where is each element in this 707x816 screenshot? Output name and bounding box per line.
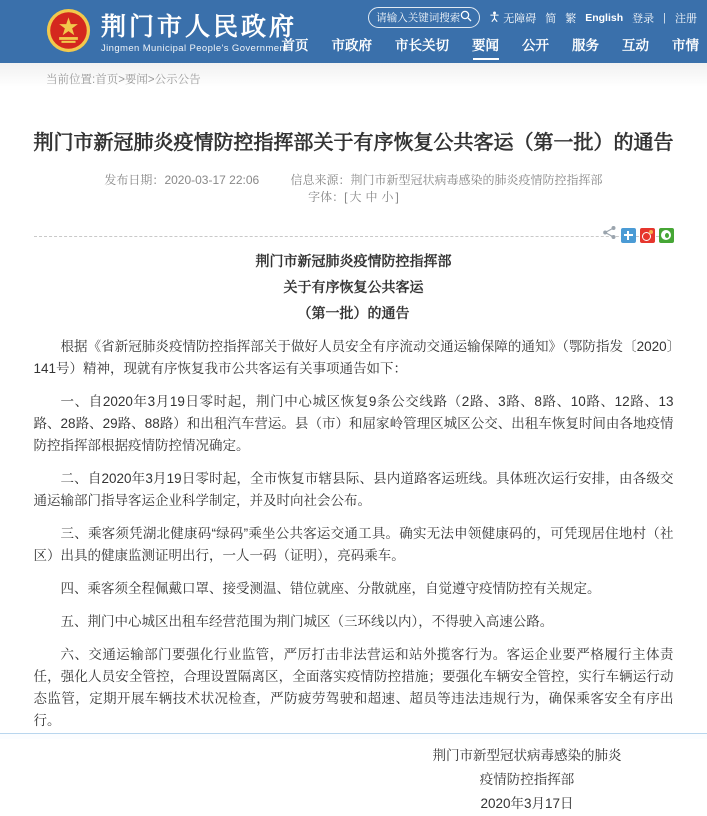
more-share-icon[interactable] (621, 228, 636, 243)
font-size-bracket-close: ] (395, 190, 399, 204)
dashed-divider (34, 219, 674, 237)
signature-date: 2020年3月17日 (480, 796, 574, 811)
document-heading-line: （第一批）的通告 (297, 305, 410, 321)
breadcrumb[interactable]: 当前位置:首页>要闻>公示公告 (46, 74, 201, 86)
info-source-label: 信息来源： (290, 173, 351, 187)
font-size-medium-button[interactable]: 中 (365, 190, 378, 204)
search-input[interactable] (376, 12, 460, 24)
article (34, 129, 674, 816)
paragraph-item-3: 三、乘客须凭湖北健康码“绿码”乘坐公共客运交通工具。确实无法申领健康码的，可凭现居住地村（社区）出具的健康监测证明出行，一人一码（证明），亮码乘车。 (33, 526, 674, 563)
nav-item-city-profile[interactable]: 市情 (672, 38, 699, 53)
share-icon[interactable] (602, 225, 617, 245)
header-utility-bar (368, 7, 697, 28)
nav-item-news[interactable]: 要闻 (472, 34, 499, 62)
footer-top-border (0, 733, 707, 739)
search-box[interactable] (368, 7, 480, 28)
paragraph-item-2: 二、自2020年3月19日零时起，全市恢复市辖县际、县内道路客运班线。具体班次运行安排，由各级交通运输部门指导客运企业科学制定，并及时向社会公布。 (33, 471, 674, 508)
site-name: 荆门市人民政府 (101, 12, 298, 41)
national-emblem-icon (46, 8, 91, 58)
accessibility-icon (489, 11, 500, 25)
signature-issuer-line: 疫情防控指挥部 (479, 772, 575, 787)
nav-item-city-government[interactable]: 市政府 (331, 38, 372, 53)
paragraph-item-1: 一、自2020年3月19日零时起，荆门中心城区恢复9条公交线路（2路、3路、8路、10路、12路、13路、28路、29路、88路）和出租汽车营运。县（市）和屈家岭管理区城区公交、出租车恢复时间由各地疫情防控指挥部根据疫情防控情况确定。 (33, 394, 674, 453)
paragraph-item-4: 四、乘客须全程佩戴口罩、接受测温、错位就座、分散就座，自觉遵守疫情防控有关规定。 (60, 581, 601, 596)
search-icon[interactable] (460, 10, 472, 25)
article-meta (34, 171, 674, 205)
login-link[interactable]: 登录 (632, 12, 655, 25)
sub-header (0, 63, 707, 93)
font-size-small-button[interactable]: 小 (381, 190, 394, 204)
share-bar (598, 225, 674, 245)
nav-item-mayor-concerns[interactable]: 市长关切 (395, 38, 449, 53)
site-header (0, 0, 707, 63)
signature-block (433, 744, 622, 816)
accessibility-link[interactable] (489, 10, 536, 26)
lang-traditional-link[interactable]: 繁 (565, 12, 577, 25)
info-source-value: 荆门市新型冠状病毒感染的肺炎疫情防控指挥部 (350, 173, 603, 187)
main-nav (282, 34, 700, 62)
site-title-block (101, 13, 297, 54)
publish-date-value: 2020-03-17 22:06 (164, 173, 260, 187)
paragraph-item-5: 五、荆门中心城区出租车经营范围为荆门城区（三环线以内），不得驶入高速公路。 (60, 614, 554, 629)
weibo-share-icon[interactable] (640, 228, 655, 243)
nav-item-disclosure[interactable]: 公开 (522, 38, 549, 53)
lang-simplified-link[interactable]: 简 (545, 12, 557, 25)
publish-date (104, 173, 259, 187)
document-heading-line: 荆门市新冠肺炎疫情防控指挥部 (255, 253, 452, 269)
nav-item-interaction[interactable]: 互动 (622, 38, 649, 53)
document-heading-line: 关于有序恢复公共客运 (283, 279, 424, 295)
site-logo[interactable] (46, 8, 297, 58)
font-size-large-button[interactable]: 大 (349, 190, 362, 204)
font-size-label: 字体： (308, 190, 345, 204)
wechat-share-icon[interactable] (659, 228, 674, 243)
site-name-english: Jingmen Municipal People's Government (101, 42, 289, 54)
info-source (291, 173, 603, 187)
paragraph-intro: 根据《省新冠肺炎疫情防控指挥部关于做好人员安全有序流动交通运输保障的通知》（鄂防指发〔2020〕141号）精神，现就有序恢复我市公共客运有关事项通告如下： (33, 339, 674, 376)
document-heading (34, 249, 674, 325)
font-size-bracket-open: [ (344, 190, 348, 204)
lang-english-link[interactable]: English (585, 11, 624, 24)
register-link[interactable]: 注册 (675, 12, 697, 25)
nav-item-services[interactable]: 服务 (572, 38, 599, 53)
font-size-control (308, 190, 399, 204)
accessibility-label: 无障碍 (503, 12, 537, 25)
page-title: 荆门市新冠肺炎疫情防控指挥部关于有序恢复公共客运（第一批）的通告 (33, 132, 674, 154)
signature-issuer-line: 荆门市新型冠状病毒感染的肺炎 (432, 748, 622, 763)
paragraph-item-6: 六、交通运输部门要强化行业监管，严厉打击非法营运和站外揽客行为。客运企业要严格履行主体责任，强化人员安全管控，合理设置隔离区，全面落实疫情防控措施；要强化车辆安全管控，实行车辆运行动态监管，定期开展车辆技术状况检查，严防疲劳驾驶和超速、超员等违法违规行为，确保乘客安全有序出行。 (33, 647, 674, 728)
nav-item-home[interactable]: 首页 (281, 38, 309, 53)
publish-date-label: 发布日期： (104, 173, 165, 187)
login-register-separator: | (663, 11, 666, 24)
